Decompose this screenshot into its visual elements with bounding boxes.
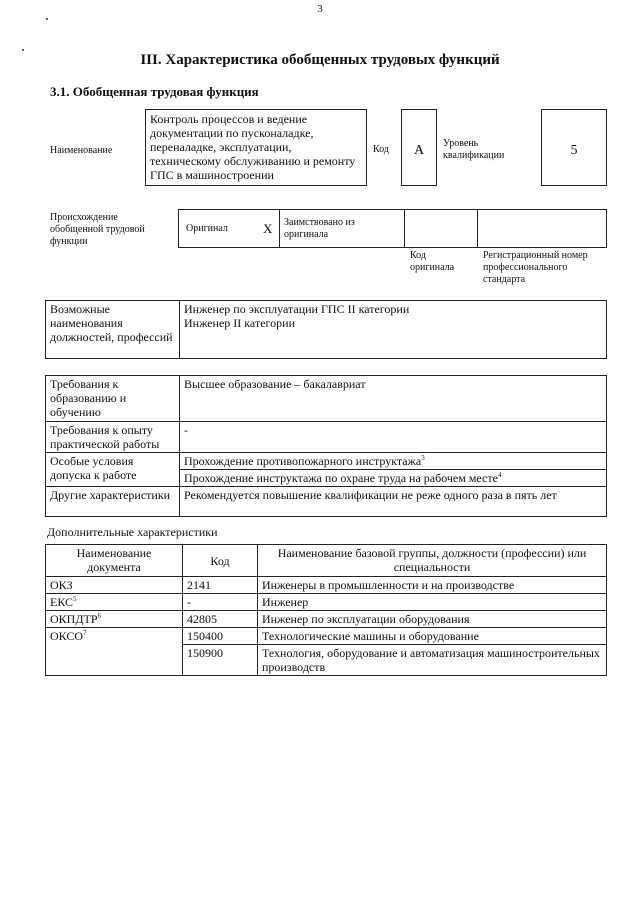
gtf-level-label: Уровень квалификации [443, 138, 505, 161]
education-label: Требования к образованию и обучению [46, 376, 180, 422]
additional-table [45, 544, 607, 676]
footnote-ref: 7 [83, 629, 87, 637]
additional-title: Дополнительные характеристики [47, 525, 218, 539]
origin-divider [279, 210, 280, 247]
section-title: III. Характеристика обобщенных трудовых функций [140, 52, 500, 68]
origin-code-caption: Код оригинала [410, 250, 455, 273]
origin-borrowed-label: Заимствовано из оригинала [284, 217, 355, 240]
origin-reg-caption: Регистрационный номер профессионального стандарта [483, 250, 588, 285]
education-value: Высшее образование – бакалавриат [180, 376, 607, 422]
gtf-code-value: А [401, 109, 437, 186]
table-row: ЕКС$^5$ - Инженер [46, 594, 607, 611]
footnote-ref: 6 [97, 612, 102, 620]
condition-item: Прохождение противопожарного инструктажа$^3$ [180, 453, 606, 470]
experience-value: - [180, 422, 607, 453]
condition-item: Прохождение инструктажа по охране труда на рабочем месте$^4$ [184, 471, 502, 485]
positions-table [45, 300, 607, 359]
header-document: Наименование документа [46, 545, 183, 577]
footnote-ref: 4 [497, 471, 502, 479]
position-item: Инженер II категории [184, 316, 295, 330]
origin-label: Происхождение обобщенной трудовой функции [50, 212, 145, 247]
table-row: ОКСО$^7$ 150400 Технологические машины и оборудование [46, 628, 607, 645]
table-row: ОКЗ 2141 Инженеры в промышленности и на производстве [46, 577, 607, 594]
origin-original-mark: X [263, 221, 273, 236]
conditions-values [180, 453, 607, 487]
table-row: 150900 Технология, оборудование и автоматизация машиностроительных производств [46, 645, 607, 676]
conditions-label: Особые условия допуска к работе [46, 453, 180, 487]
other-value: Рекомендуется повышение квалификации не реже одного раза в пять лет [180, 487, 607, 517]
subsection-title: 3.1. Обобщенная трудовая функция [50, 84, 259, 99]
scan-speck [22, 49, 24, 51]
requirements-table [45, 375, 607, 517]
positions-label: Возможные наименования должностей, профессий [46, 301, 180, 359]
position-item: Инженер по эксплуатации ГПС II категории [184, 302, 410, 316]
positions-values [180, 301, 607, 359]
footnote-ref: 3 [421, 454, 425, 462]
other-label: Другие характеристики [46, 487, 180, 517]
footnote-ref: 5 [73, 595, 77, 603]
origin-divider [477, 210, 478, 247]
origin-original-label: Оригинал [186, 223, 228, 234]
gtf-name-value: Контроль процессов и ведение документации по пусконаладке, переналадке, эксплуатации, техническому обслуживанию и ремонту ГПС в машиностроении [145, 109, 367, 186]
origin-divider [404, 210, 405, 247]
scan-speck [46, 18, 48, 20]
page-number: 3 [317, 3, 323, 15]
header-code: Код [183, 545, 258, 577]
origin-row [178, 209, 607, 248]
experience-label: Требования к опыту практической работы [46, 422, 180, 453]
gtf-code-label: Код [373, 144, 389, 155]
header-name: Наименование базовой группы, должности (профессии) или специальности [258, 545, 607, 577]
table-row: ОКПДТР$^6$ 42805 Инженер по эксплуатации оборудования [46, 611, 607, 628]
gtf-level-value: 5 [541, 109, 607, 186]
gtf-name-label: Наименование [50, 145, 113, 156]
